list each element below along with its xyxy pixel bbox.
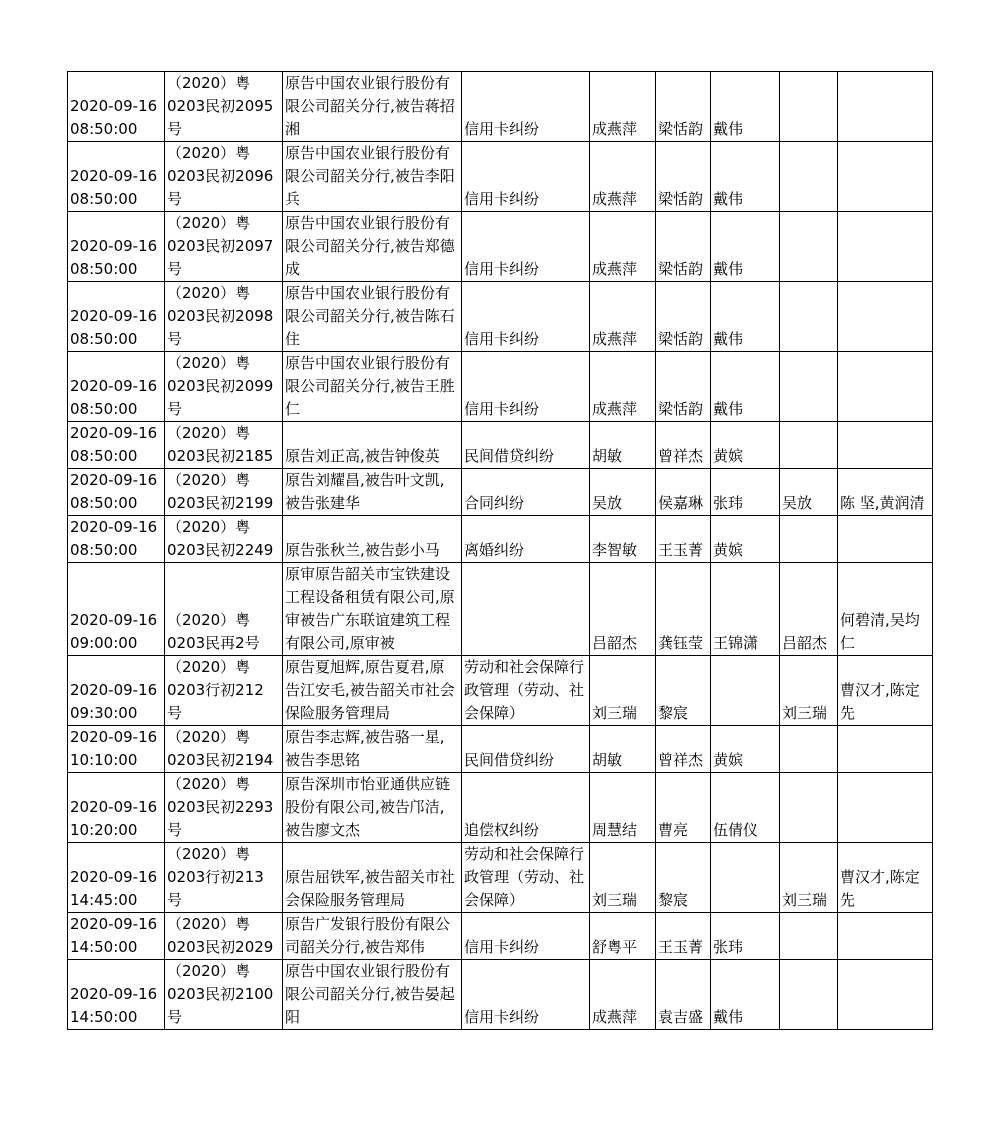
parties-cell: 原审原告韶关市宝铁建设工程设备租赁有限公司,原审被告广东联谊建筑工程有限公司,原审被 [283,563,462,656]
panel-member-cell: 戴伟 [711,142,780,212]
table-row [68,563,933,656]
people-assessors-cell [838,913,933,960]
panel-member-cell: 黄嫔 [711,516,780,563]
panel-member-cell: 戴伟 [711,352,780,422]
parties-cell: 原告李志辉,被告骆一星,被告李思铭 [283,726,462,773]
parties-cell: 原告中国农业银行股份有限公司韶关分行,被告李阳兵 [283,142,462,212]
table-row [68,726,933,773]
cause-of-action-cell: 信用卡纠纷 [462,282,590,352]
cause-of-action-cell: 劳动和社会保障行政管理（劳动、社会保障） [462,656,590,726]
panel-member-cell [711,843,780,913]
presiding-judge-cell: 成燕萍 [590,352,656,422]
presiding-judge-cell: 刘三瑞 [590,656,656,726]
clerk-cell: 梁恬韵 [656,212,711,282]
assessor-cell [780,72,838,142]
parties-cell: 原告屈铁军,被告韶关市社会保险服务管理局 [283,843,462,913]
hearing-time-cell: 2020-09-16 10:20:00 [68,773,165,843]
panel-member-cell: 戴伟 [711,212,780,282]
clerk-cell: 袁吉盛 [656,960,711,1030]
assessor-cell: 吴放 [780,469,838,516]
hearing-time-cell: 2020-09-16 09:30:00 [68,656,165,726]
hearing-time-cell: 2020-09-16 08:50:00 [68,516,165,563]
clerk-cell: 梁恬韵 [656,142,711,212]
cause-of-action-cell: 合同纠纷 [462,469,590,516]
people-assessors-cell: 曹汉才,陈定先 [838,656,933,726]
table-row [68,282,933,352]
assessor-cell [780,212,838,282]
parties-cell: 原告深圳市怡亚通供应链股份有限公司,被告邝洁,被告廖文杰 [283,773,462,843]
case-number-cell: （2020）粤 0203民初2249 [165,516,283,563]
panel-member-cell: 王锦潇 [711,563,780,656]
cause-of-action-cell: 民间借贷纠纷 [462,422,590,469]
cause-of-action-cell: 信用卡纠纷 [462,72,590,142]
table-row [68,516,933,563]
presiding-judge-cell: 吕韶杰 [590,563,656,656]
table-row [68,142,933,212]
presiding-judge-cell: 吴放 [590,469,656,516]
cause-of-action-cell: 信用卡纠纷 [462,352,590,422]
hearing-time-cell: 2020-09-16 09:00:00 [68,563,165,656]
clerk-cell: 王玉菁 [656,913,711,960]
case-number-cell: （2020）粤 0203民初2185 [165,422,283,469]
parties-cell: 原告刘耀昌,被告叶文凯,被告张建华 [283,469,462,516]
assessor-cell [780,913,838,960]
hearing-time-cell: 2020-09-16 08:50:00 [68,282,165,352]
clerk-cell: 梁恬韵 [656,282,711,352]
hearing-time-cell: 2020-09-16 08:50:00 [68,72,165,142]
panel-member-cell [711,656,780,726]
assessor-cell: 刘三瑞 [780,656,838,726]
parties-cell: 原告刘正高,被告钟俊英 [283,422,462,469]
assessor-cell [780,352,838,422]
clerk-cell: 黎宸 [656,656,711,726]
cause-of-action-cell: 劳动和社会保障行政管理（劳动、社会保障） [462,843,590,913]
hearing-time-cell: 2020-09-16 08:50:00 [68,142,165,212]
case-number-cell: （2020）粤 0203民初2029 [165,913,283,960]
case-number-cell: （2020）粤 0203民初2099 号 [165,352,283,422]
hearing-time-cell: 2020-09-16 08:50:00 [68,469,165,516]
hearing-time-cell: 2020-09-16 10:10:00 [68,726,165,773]
court-schedule-table [67,71,933,1030]
presiding-judge-cell: 成燕萍 [590,282,656,352]
assessor-cell [780,726,838,773]
clerk-cell: 梁恬韵 [656,352,711,422]
cause-of-action-cell [462,563,590,656]
parties-cell: 原告中国农业银行股份有限公司韶关分行,被告蒋招湘 [283,72,462,142]
clerk-cell: 曾祥杰 [656,422,711,469]
cause-of-action-cell: 追偿权纠纷 [462,773,590,843]
presiding-judge-cell: 胡敏 [590,422,656,469]
people-assessors-cell [838,212,933,282]
table-row [68,352,933,422]
table-row [68,773,933,843]
cause-of-action-cell: 信用卡纠纷 [462,212,590,282]
people-assessors-cell: 曹汉才,陈定先 [838,843,933,913]
table-row [68,422,933,469]
clerk-cell: 黎宸 [656,843,711,913]
cause-of-action-cell: 民间借贷纠纷 [462,726,590,773]
parties-cell: 原告夏旭辉,原告夏君,原告江安毛,被告韶关市社会保险服务管理局 [283,656,462,726]
assessor-cell [780,773,838,843]
case-number-cell: （2020）粤 0203行初213 号 [165,843,283,913]
people-assessors-cell [838,773,933,843]
presiding-judge-cell: 舒粤平 [590,913,656,960]
people-assessors-cell [838,726,933,773]
hearing-time-cell: 2020-09-16 14:50:00 [68,960,165,1030]
hearing-time-cell: 2020-09-16 08:50:00 [68,352,165,422]
case-number-cell: （2020）粤 0203民初2096 号 [165,142,283,212]
cause-of-action-cell: 信用卡纠纷 [462,142,590,212]
cause-of-action-cell: 信用卡纠纷 [462,913,590,960]
panel-member-cell: 黄嫔 [711,726,780,773]
assessor-cell [780,422,838,469]
panel-member-cell: 黄嫔 [711,422,780,469]
presiding-judge-cell: 李智敏 [590,516,656,563]
case-number-cell: （2020）粤 0203民再2号 [165,563,283,656]
presiding-judge-cell: 胡敏 [590,726,656,773]
case-number-cell: （2020）粤 0203行初212 号 [165,656,283,726]
hearing-time-cell: 2020-09-16 08:50:00 [68,212,165,282]
clerk-cell: 梁恬韵 [656,72,711,142]
presiding-judge-cell: 成燕萍 [590,960,656,1030]
cause-of-action-cell: 离婚纠纷 [462,516,590,563]
clerk-cell: 王玉菁 [656,516,711,563]
parties-cell: 原告张秋兰,被告彭小马 [283,516,462,563]
panel-member-cell: 张玮 [711,469,780,516]
cause-of-action-cell: 信用卡纠纷 [462,960,590,1030]
case-number-cell: （2020）粤 0203民初2098 号 [165,282,283,352]
hearing-time-cell: 2020-09-16 14:50:00 [68,913,165,960]
presiding-judge-cell: 刘三瑞 [590,843,656,913]
clerk-cell: 曾祥杰 [656,726,711,773]
table-row [68,469,933,516]
people-assessors-cell [838,960,933,1030]
people-assessors-cell [838,142,933,212]
case-number-cell: （2020）粤 0203民初2097 号 [165,212,283,282]
table-row [68,843,933,913]
case-number-cell: （2020）粤 0203民初2293 号 [165,773,283,843]
clerk-cell: 曹亮 [656,773,711,843]
table-row [68,656,933,726]
people-assessors-cell [838,352,933,422]
people-assessors-cell [838,422,933,469]
assessor-cell: 刘三瑞 [780,843,838,913]
table-row [68,913,933,960]
people-assessors-cell: 何碧清,吴均仁 [838,563,933,656]
table-row [68,72,933,142]
assessor-cell [780,142,838,212]
parties-cell: 原告中国农业银行股份有限公司韶关分行,被告王胜仁 [283,352,462,422]
parties-cell: 原告中国农业银行股份有限公司韶关分行,被告晏起阳 [283,960,462,1030]
case-number-cell: （2020）粤 0203民初2100 号 [165,960,283,1030]
clerk-cell: 侯嘉琳 [656,469,711,516]
presiding-judge-cell: 成燕萍 [590,142,656,212]
assessor-cell [780,282,838,352]
clerk-cell: 龚钰莹 [656,563,711,656]
people-assessors-cell [838,72,933,142]
parties-cell: 原告中国农业银行股份有限公司韶关分行,被告郑德成 [283,212,462,282]
panel-member-cell: 张玮 [711,913,780,960]
people-assessors-cell: 陈 坚,黄润清 [838,469,933,516]
parties-cell: 原告广发银行股份有限公司韶关分行,被告郑伟 [283,913,462,960]
table-row [68,960,933,1030]
people-assessors-cell [838,282,933,352]
case-number-cell: （2020）粤 0203民初2194 [165,726,283,773]
panel-member-cell: 伍倩仪 [711,773,780,843]
panel-member-cell: 戴伟 [711,960,780,1030]
assessor-cell [780,960,838,1030]
presiding-judge-cell: 周慧结 [590,773,656,843]
table-row [68,212,933,282]
presiding-judge-cell: 成燕萍 [590,212,656,282]
hearing-time-cell: 2020-09-16 14:45:00 [68,843,165,913]
assessor-cell [780,516,838,563]
case-number-cell: （2020）粤 0203民初2095 号 [165,72,283,142]
presiding-judge-cell: 成燕萍 [590,72,656,142]
parties-cell: 原告中国农业银行股份有限公司韶关分行,被告陈石住 [283,282,462,352]
assessor-cell: 吕韶杰 [780,563,838,656]
people-assessors-cell [838,516,933,563]
panel-member-cell: 戴伟 [711,282,780,352]
panel-member-cell: 戴伟 [711,72,780,142]
case-number-cell: （2020）粤 0203民初2199 [165,469,283,516]
hearing-time-cell: 2020-09-16 08:50:00 [68,422,165,469]
